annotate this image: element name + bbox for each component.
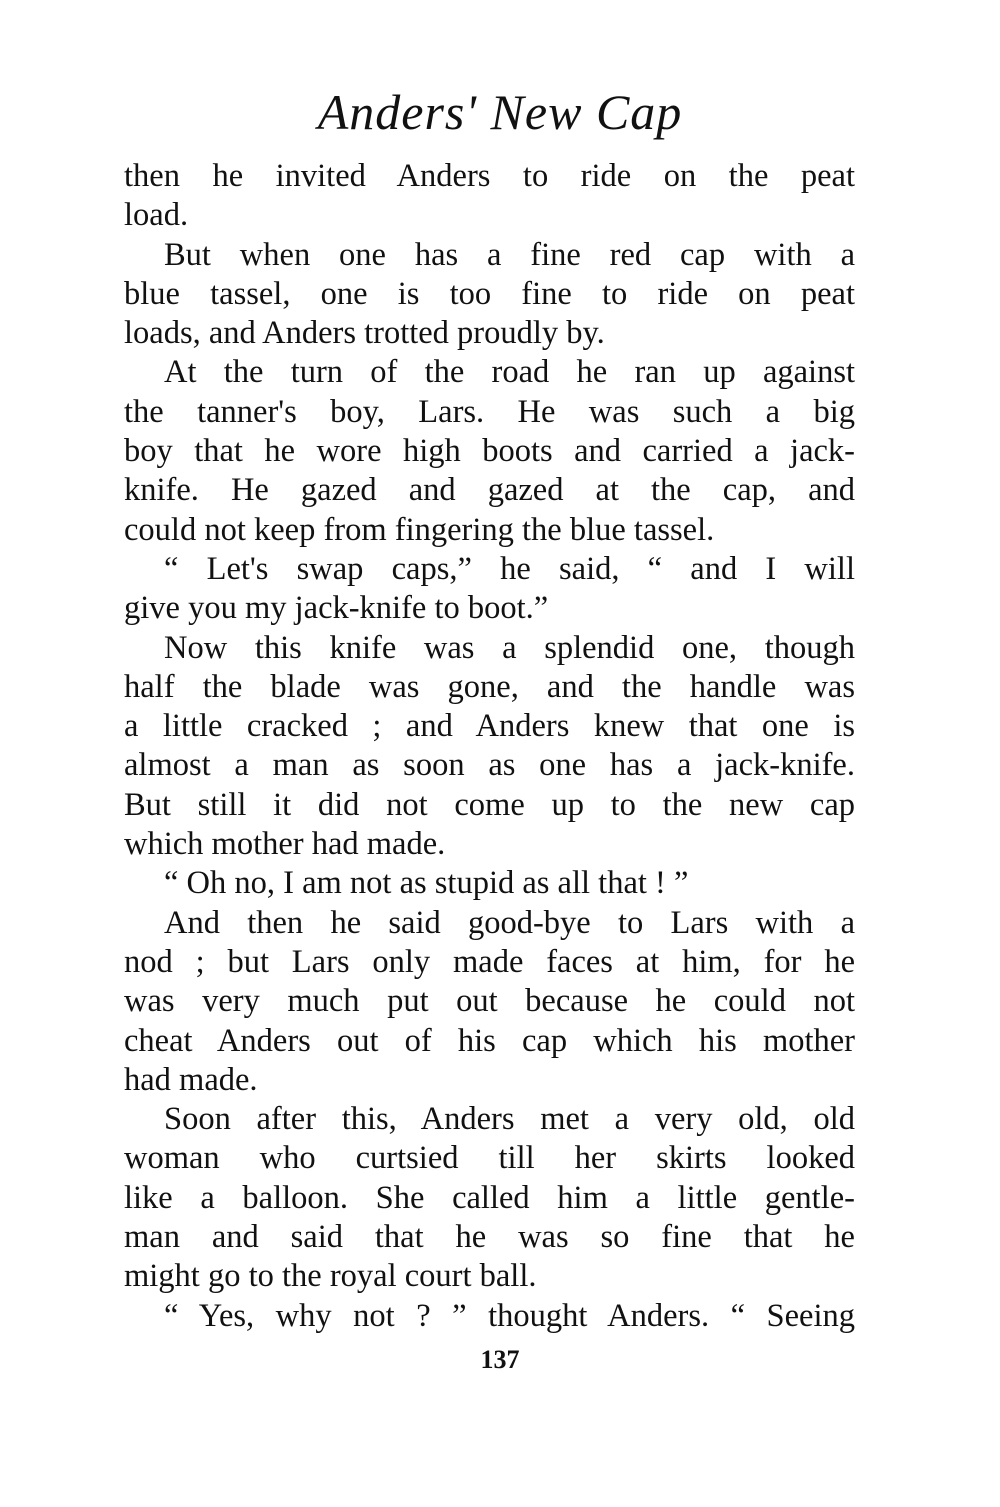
text-line: At the turn of the road he ran up against [164,354,855,391]
text-line: which mother had made. [124,826,446,863]
text-line: knife. He gazed and gazed at the cap, and [124,472,855,509]
text-line: the tanner's boy, Lars. He was such a big [124,393,855,430]
text-line: half the blade was gone, and the handle was [124,668,855,705]
text-line: blue tassel, one is too fine to ride on peat [124,275,855,312]
text-line: then he invited Anders to ride on the peat [124,158,855,194]
text-line: could not keep from fingering the blue tassel. [124,511,715,548]
text-line: load. [124,197,189,234]
page-number: 137 [480,1345,520,1374]
text-line: was very much put out because he could not [124,983,855,1020]
text-line: had made. [124,1061,258,1098]
body-text [124,157,855,1336]
text-line: cheat Anders out of his cap which his mother [124,1022,855,1059]
text-line: “ Let's swap caps,” he said, “ and I will [164,550,855,587]
text-line: boy that he wore high boots and carried a jack- [124,433,855,470]
text-line: woman who curtsied till her skirts looked [124,1140,855,1177]
text-line: “ Yes, why not ? ” thought Anders. “ Seeing [164,1297,855,1334]
text-line: nod ; but Lars only made faces at him, for he [124,943,855,980]
running-head: Anders' New Cap [317,84,683,140]
text-line: Now this knife was a splendid one, though [164,629,855,666]
text-line: But when one has a fine red cap with a [164,236,855,273]
text-line: loads, and Anders trotted proudly by. [124,315,605,352]
text-line: almost a man as soon as one has a jack-knife. [124,747,855,784]
text-line: like a balloon. She called him a little gentle- [124,1179,855,1216]
text-line: Soon after this, Anders met a very old, old [164,1101,855,1138]
text-line: man and said that he was so fine that he [124,1219,855,1256]
text-line: But still it did not come up to the new cap [124,786,855,823]
text-line: a little cracked ; and Anders knew that one is [124,708,855,745]
text-line: might go to the royal court ball. [124,1258,537,1295]
text-line: give you my jack-knife to boot.” [124,590,549,627]
text-line: And then he said good-bye to Lars with a [164,904,855,941]
text-line: “ Oh no, I am not as stupid as all that ! ” [164,865,689,902]
